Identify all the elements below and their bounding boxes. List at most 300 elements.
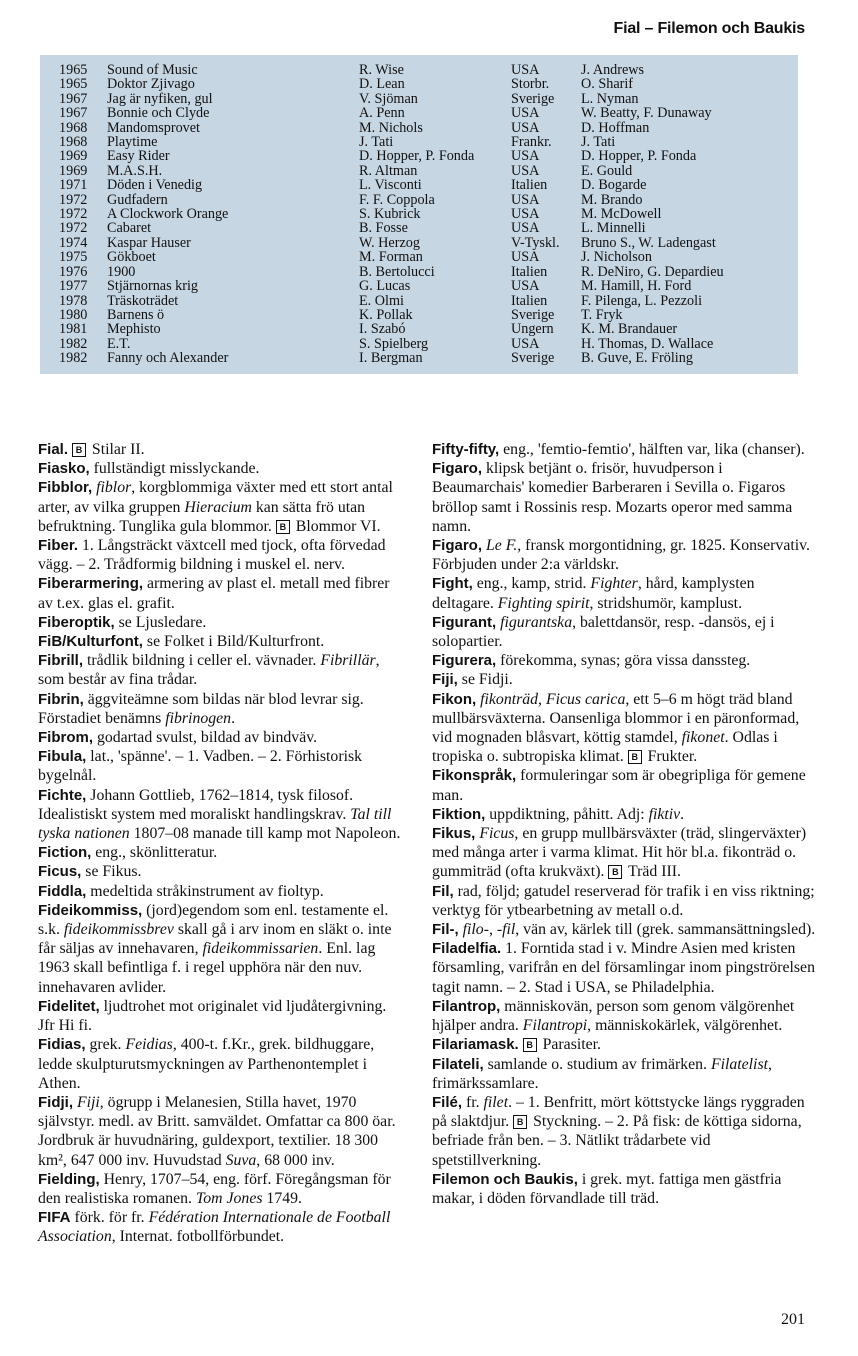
table-cell-director: D. Lean — [359, 76, 405, 93]
italic-text: fideikommissbrev — [63, 921, 174, 939]
headword: Figurera, — [432, 652, 497, 670]
dictionary-entry — [432, 1035, 818, 1054]
headword: FIFA — [38, 1209, 71, 1227]
dictionary-entry — [38, 747, 406, 785]
entry-text: 1807–08 manade till kamp mot Napoleon. — [129, 825, 401, 843]
table-cell-country: USA — [511, 105, 540, 122]
headword: Fiktion, — [432, 805, 486, 823]
table-cell-title: Sound of Music — [107, 62, 198, 78]
table-cell-country: Frankr. — [511, 134, 552, 151]
headword: Fiction, — [38, 844, 92, 862]
table-cell-title: Playtime — [107, 134, 158, 151]
dictionary-entry — [38, 1093, 406, 1170]
table-cell-director: E. Olmi — [359, 292, 404, 309]
table-cell-actors: J. Nicholson — [581, 249, 652, 266]
headword: Fibrin, — [38, 690, 84, 708]
entry-text: eng., 'femtio-femtio', hälften var, lika (chanser). — [499, 441, 805, 458]
table-cell-country: Storbr. — [511, 76, 550, 93]
entry-text: rad, följd; gatudel reserverad för trafik i en viss riktning; verktyg för ytbearbetning av metall o.d. — [432, 882, 815, 919]
italic-text: Suva — [225, 1151, 257, 1169]
picture-reference-icon: B — [523, 1038, 537, 1052]
headword: Fibula, — [38, 748, 87, 766]
headword: Fichte, — [38, 786, 87, 804]
table-cell-year: 1971 — [59, 177, 88, 194]
headword: Filateli, — [432, 1055, 484, 1073]
headword: Fifty-fifty, — [432, 441, 500, 458]
italic-text: Fiji — [76, 1093, 100, 1111]
table-cell-actors: L. Nyman — [581, 90, 639, 107]
table-row — [59, 193, 724, 207]
entry-text: , hård, kamplysten deltagare. — [432, 575, 755, 612]
headword: Fight, — [432, 575, 473, 593]
entry-text: Styckning. – 2. På fisk: de köttiga sidorna, befriade från ben. – 3. Nätlikt trådarbete vid spetstillverkning. — [432, 1113, 802, 1169]
table-cell-country: V-Tyskl. — [511, 234, 560, 251]
table-cell-director: B. Bertolucci — [359, 263, 435, 280]
dictionary-entry — [38, 786, 406, 844]
italic-text: Tal till tyska nationen — [38, 805, 392, 843]
italic-text: Feidias — [125, 1036, 173, 1054]
italic-text: Tom Jones — [195, 1189, 263, 1207]
entry-text: , Internat. fotbollförbundet. — [111, 1228, 285, 1246]
dictionary-entry — [432, 651, 818, 670]
entry-text: se Folket i Bild/Kulturfront. — [142, 633, 325, 651]
entry-text: människovän, person som genom välgörenhet hjälper andra. — [432, 997, 795, 1035]
table-row — [59, 221, 724, 235]
entry-text: , 400-t. f.Kr., grek. bildhuggare, ledde skulpturutsmyckningen av Parthenontemplet i Athen. — [38, 1036, 375, 1092]
dictionary-entry — [38, 651, 406, 689]
table-cell-actors: M. McDowell — [581, 206, 662, 223]
table-cell-director: A. Penn — [359, 105, 405, 122]
table-cell-year: 1978 — [59, 292, 88, 309]
entry-text: förk. för fr. — [70, 1209, 149, 1227]
table-cell-director: R. Altman — [359, 162, 418, 179]
dictionary-entry — [432, 459, 818, 536]
table-cell-year: 1977 — [59, 278, 88, 295]
entry-text: förekomma, synas; göra vissa danssteg. — [496, 652, 751, 670]
table-cell-title: Bonnie och Clyde — [107, 105, 210, 122]
italic-text: fiblor — [96, 479, 132, 497]
table-cell-country: Italien — [511, 292, 548, 309]
entry-text: skall gå i arv inom en släkt o. inte får säljas av innehavaren, — [38, 921, 392, 958]
table-row — [59, 337, 724, 351]
table-cell-year: 1968 — [59, 134, 88, 151]
table-row — [59, 92, 724, 106]
entry-text: , frimärkssamlare. — [432, 1055, 772, 1092]
dictionary-entry — [432, 766, 818, 804]
table-cell-title: Mandomsprovet — [107, 119, 200, 136]
table-cell-country: Sverige — [511, 350, 555, 367]
table-cell-country: USA — [511, 220, 540, 237]
table-cell-actors: E. Gould — [581, 162, 633, 179]
table-cell-country: Italien — [511, 263, 548, 280]
table-cell-title: A Clockwork Orange — [107, 206, 229, 223]
italic-text: fiktiv — [648, 805, 681, 823]
entry-text: kan sätta frö utan befruktning. Tunglika gula blommor. — [38, 498, 366, 535]
table-row — [59, 77, 724, 91]
table-cell-actors: R. DeNiro, G. Depardieu — [581, 263, 724, 280]
entry-text: . — [680, 805, 685, 823]
headword: Fidelitet, — [38, 997, 100, 1015]
headword: Fiasko, — [38, 460, 90, 478]
italic-text: Hieracium — [184, 498, 252, 516]
entry-text: 1. Långsträckt växtcell med tjock, ofta förvedad vägg. – 2. Trådformig bildning i muskel el. nerv. — [38, 537, 386, 574]
table-cell-actors: T. Fryk — [581, 306, 623, 323]
entry-text: . – 1. Benfritt, mört köttstycke längs ryggraden på slaktdjur. — [432, 1093, 805, 1131]
picture-reference-icon: B — [608, 865, 622, 879]
headword: Fiberarmering, — [38, 575, 144, 593]
italic-text: fibrinogen — [165, 709, 232, 727]
italic-text: Fédération Internationale de Football Association — [38, 1209, 391, 1246]
table-cell-country: Italien — [511, 177, 548, 194]
italic-text: Ficus — [479, 825, 515, 843]
headword: FiB/Kulturfont, — [38, 633, 143, 651]
headword: Fibrill, — [38, 652, 83, 670]
table-cell-year: 1968 — [59, 119, 88, 136]
table-cell-director: F. F. Coppola — [359, 191, 435, 208]
headword: Fidias, — [38, 1036, 86, 1054]
entry-text: lat., 'spänne'. – 1. Vadben. – 2. Förhistorisk bygelnål. — [38, 748, 363, 785]
table-row — [59, 164, 724, 178]
table-cell-director: R. Wise — [359, 62, 404, 78]
italic-text: Fighting spirit — [497, 594, 590, 612]
entry-text: godartad svulst, bildad av bindväv. — [93, 729, 318, 747]
dictionary-entry — [432, 536, 818, 574]
table-cell-title: Fanny och Alexander — [107, 350, 229, 367]
headword: Fiber. — [38, 537, 79, 555]
entry-text: , en grupp mullbärsväxter (träd, slingerväxter) med många arter i varma klimat. Hit hör bl.a. fikonträd o. gummiträd (ofta krukväxt). — [432, 825, 807, 881]
entry-text: , korgblommiga växter med ett stort antal arter, av vilka gruppen — [38, 479, 393, 516]
table-cell-year: 1967 — [59, 90, 88, 107]
entry-text: . — [231, 709, 236, 727]
entry-text: grek. — [85, 1036, 126, 1054]
dictionary-entry — [432, 690, 818, 767]
italic-text: fikonet — [681, 729, 725, 747]
italic-text: fideikommissarien — [202, 940, 319, 958]
table-row — [59, 279, 724, 293]
table-cell-actors: O. Sharif — [581, 76, 634, 93]
italic-text: filet — [483, 1093, 509, 1111]
table-cell-year: 1972 — [59, 206, 88, 223]
table-cell-actors: F. Pilenga, L. Pezzoli — [581, 292, 703, 309]
dictionary-entry — [38, 1208, 406, 1246]
dictionary-entry — [432, 939, 818, 997]
headword: Figurant, — [432, 613, 497, 631]
table-cell-director: D. Hopper, P. Fonda — [359, 148, 475, 165]
picture-reference-icon: B — [628, 750, 642, 764]
headword: Ficus, — [38, 863, 82, 881]
entry-text: ljudtrohet mot originalet vid ljudåtergivning. Jfr Hi fi. — [38, 997, 387, 1035]
table-cell-title: Mephisto — [107, 321, 161, 338]
table-cell-country: USA — [511, 249, 540, 266]
table-cell-year: 1967 — [59, 105, 88, 122]
table-cell-title: Cabaret — [107, 220, 152, 237]
table-row — [59, 149, 724, 163]
headword: Fikon, — [432, 690, 477, 708]
entry-text: eng., skönlitteratur. — [91, 844, 218, 862]
table-cell-director: S. Kubrick — [359, 206, 421, 223]
entry-text: , ögrupp i Melanesien, Stilla havet, 1970 självstyr. medl. av Britt. samväldet. Omfattar ca 800 öar. Jordbruk är huvudnäring, guldexport, textilier. 18 300 km², 647 000 inv. Huvudstad — [38, 1093, 396, 1169]
dictionary-entry — [38, 997, 406, 1035]
table-row — [59, 294, 724, 308]
headword: Fidji, — [38, 1093, 73, 1111]
headword: Fiji, — [432, 671, 458, 689]
table-cell-title: 1900 — [107, 263, 136, 280]
dictionary-entry — [432, 613, 818, 651]
entry-text: 1. Forntida stad i v. Mindre Asien med kristen församling, varifrån en del församlingar inom pingströrelsen tagit namn. – 2. Stad i USA, se Philadelphia. — [432, 940, 815, 996]
table-cell-title: Träskoträdet — [107, 292, 179, 309]
dictionary-entry — [432, 997, 818, 1035]
table-cell-year: 1965 — [59, 76, 88, 93]
dictionary-entry — [38, 882, 406, 901]
headword: Filé, — [432, 1093, 463, 1111]
entry-text: , balettdansör, resp. -dansös, ej i solopartier. — [432, 613, 775, 651]
entry-text: eng., kamp, strid. — [472, 575, 591, 593]
dictionary-entry — [432, 1170, 818, 1208]
film-table-body — [59, 63, 724, 366]
table-cell-year: 1976 — [59, 263, 88, 280]
table-cell-country: USA — [511, 62, 540, 78]
headword: Fibrom, — [38, 729, 93, 747]
headword: Filariamask. — [432, 1036, 519, 1054]
table-cell-actors: D. Bogarde — [581, 177, 647, 194]
table-row — [59, 178, 724, 192]
entry-text: . Odlas i tropiska o. subtropiska klimat. — [432, 729, 778, 766]
entry-text: se Fikus. — [81, 863, 142, 881]
headword: Fikonspråk, — [432, 767, 517, 785]
table-cell-actors: W. Beatty, F. Dunaway — [581, 105, 712, 122]
headword: Figaro, — [432, 460, 483, 478]
table-cell-director: K. Pollak — [359, 306, 413, 323]
italic-text: fikonträd, Ficus carica — [480, 690, 626, 708]
table-row — [59, 121, 724, 135]
table-cell-actors: M. Hamill, H. Ford — [581, 278, 692, 295]
entry-text: fr. — [462, 1093, 484, 1111]
table-cell-actors: H. Thomas, D. Wallace — [581, 335, 714, 352]
entry-text: (jord)egendom som enl. testamente el. s.k. — [38, 901, 389, 939]
dictionary-entry — [38, 1035, 406, 1093]
entry-text: klipsk betjänt o. frisör, huvudperson i Beaumarchais' komedier Barberaren i Sevilla o. Figaros bröllop samt i Rossinis resp. Mozarts operor med samma namn. — [432, 460, 793, 535]
table-cell-actors: Bruno S., W. Ladengast — [581, 234, 716, 251]
dictionary-entry — [38, 901, 406, 997]
entry-text: Träd III. — [624, 863, 681, 881]
table-cell-title: Doktor Zjivago — [107, 76, 195, 93]
table-row — [59, 236, 724, 250]
headword: Fiberoptik, — [38, 613, 115, 631]
dictionary-entry — [432, 1055, 818, 1093]
table-cell-year: 1980 — [59, 306, 88, 323]
entry-text: Blommor VI. — [291, 517, 381, 535]
table-row — [59, 351, 724, 365]
table-cell-actors: J. Andrews — [581, 62, 645, 78]
table-cell-title: Gudfadern — [107, 191, 168, 208]
entry-text: , stridshumör, kamplust. — [589, 594, 743, 612]
table-cell-country: USA — [511, 119, 540, 136]
italic-text: Le F. — [485, 537, 518, 555]
table-cell-director: M. Nichols — [359, 119, 423, 136]
entry-text: se Fidji. — [457, 671, 513, 689]
table-cell-director: I. Szabó — [359, 321, 406, 338]
table-cell-director: V. Sjöman — [359, 90, 418, 107]
table-cell-country: USA — [511, 162, 540, 179]
headword: Fielding, — [38, 1170, 100, 1188]
table-row — [59, 63, 724, 77]
dictionary-entry — [38, 843, 406, 862]
entry-text: , som består av fina trådar. — [38, 652, 380, 689]
table-cell-country: USA — [511, 148, 540, 165]
headword: Fiddla, — [38, 882, 87, 900]
picture-reference-icon: B — [276, 520, 290, 534]
dictionary-entry — [38, 728, 406, 747]
headword: Figaro, — [432, 537, 483, 555]
table-cell-title: M.A.S.H. — [107, 162, 163, 179]
entry-text: se Ljusledare. — [114, 613, 207, 631]
picture-reference-icon: B — [72, 443, 86, 457]
dictionary-entry — [38, 613, 406, 632]
italic-text: figurantska — [500, 613, 573, 631]
entry-text: , fransk morgontidning, gr. 1825. Konservativ. Förbjuden under 2:a världskr. — [432, 537, 810, 574]
table-cell-country: Sverige — [511, 306, 555, 323]
table-cell-title: E.T. — [107, 335, 131, 352]
entry-text: Stilar II. — [87, 441, 145, 458]
table-cell-year: 1972 — [59, 220, 88, 237]
headword: Filadelfia. — [432, 940, 502, 958]
table-cell-title: Kaspar Hauser — [107, 234, 191, 251]
dictionary-entry — [432, 670, 818, 689]
table-cell-country: USA — [511, 278, 540, 295]
entry-text: , 68 000 inv. — [256, 1151, 335, 1169]
table-cell-title: Döden i Venedig — [107, 177, 203, 194]
film-table — [40, 55, 798, 374]
dictionary-entry — [432, 920, 818, 939]
table-cell-director: G. Lucas — [359, 278, 411, 295]
entry-text: trådlik bildning i celler el. vävnader. — [83, 652, 321, 670]
table-cell-actors: L. Minnelli — [581, 220, 646, 237]
entry-text: i grek. myt. fattiga men gästfria makar, i döden förvandlade till träd. — [432, 1170, 782, 1207]
table-row — [59, 322, 724, 336]
table-cell-actors: J. Tati — [581, 134, 616, 151]
page-number: 201 — [781, 1311, 805, 1328]
entry-text: , vän av, kärlek till (grek. sammansättningsled). — [515, 921, 816, 939]
table-cell-year: 1981 — [59, 321, 88, 338]
italic-text: Fighter — [590, 575, 638, 593]
entry-text: formuleringar som är obegripliga för gemene man. — [432, 767, 806, 804]
dictionary-entry — [38, 632, 406, 651]
dictionary-entry — [38, 440, 406, 459]
dictionary-entry — [38, 862, 406, 881]
italic-text: Fibrillär — [320, 652, 376, 670]
entry-text: äggviteämne som bildas när blod levrar sig. Förstadiet benämns — [38, 690, 364, 727]
table-cell-title: Gökboet — [107, 249, 156, 266]
left-column — [38, 440, 406, 1247]
table-cell-year: 1975 — [59, 249, 88, 266]
dictionary-entry — [38, 1170, 406, 1208]
entry-text: Parasiter. — [538, 1036, 601, 1054]
table-cell-year: 1974 — [59, 234, 88, 251]
table-cell-country: Ungern — [511, 321, 554, 338]
table-cell-year: 1982 — [59, 350, 88, 367]
table-row — [59, 265, 724, 279]
table-cell-year: 1972 — [59, 191, 88, 208]
entry-text: , människokärlek, välgörenhet. — [587, 1017, 783, 1035]
entry-text: samlande o. studium av frimärken. — [483, 1055, 711, 1073]
table-cell-actors: M. Brando — [581, 191, 643, 208]
table-cell-year: 1965 — [59, 62, 88, 78]
table-row — [59, 135, 724, 149]
table-cell-title: Easy Rider — [107, 148, 170, 165]
table-cell-actors: K. M. Brandauer — [581, 321, 678, 338]
table-cell-title: Barnens ö — [107, 306, 165, 323]
dictionary-entry — [38, 690, 406, 728]
entry-text: . Enl. lag 1963 skall befintliga f. i regel upphöra när den nuv. innehavaren avlider. — [38, 940, 376, 996]
table-cell-title: Jag är nyfiken, gul — [107, 90, 213, 107]
dictionary-entry — [38, 574, 406, 612]
picture-reference-icon: B — [513, 1115, 527, 1129]
entry-text: armering av plast el. metall med fibrer av t.ex. glas el. grafit. — [38, 575, 390, 612]
entry-text: Frukter. — [643, 748, 698, 766]
table-cell-year: 1982 — [59, 335, 88, 352]
table-cell-country: Sverige — [511, 90, 555, 107]
table-cell-director: W. Herzog — [359, 234, 420, 251]
running-header: Fial – Filemon och Baukis — [613, 20, 805, 37]
entry-text: fullständigt misslyckande. — [89, 460, 260, 478]
table-cell-actors: D. Hopper, P. Fonda — [581, 148, 697, 165]
dictionary-entry — [432, 805, 818, 824]
table-cell-actors: D. Hoffman — [581, 119, 650, 136]
table-cell-director: B. Fosse — [359, 220, 408, 237]
headword: Fial. — [38, 441, 69, 458]
table-cell-country: USA — [511, 335, 540, 352]
headword: Filemon och Baukis, — [432, 1170, 578, 1188]
table-cell-director: J. Tati — [359, 134, 394, 151]
headword: Fil, — [432, 882, 454, 900]
table-cell-country: USA — [511, 206, 540, 223]
table-cell-title: Stjärnornas krig — [107, 278, 199, 295]
italic-text: Filantropi — [522, 1017, 588, 1035]
dictionary-entry — [38, 478, 406, 536]
headword: Fil-, — [432, 921, 459, 939]
table-cell-director: S. Spielberg — [359, 335, 429, 352]
table-row — [59, 250, 724, 264]
dictionary-entry — [432, 574, 818, 612]
table-cell-director: L. Visconti — [359, 177, 422, 194]
table-row — [59, 207, 724, 221]
entry-text: Henry, 1707–54, eng. förf. Föregångsman för den realistiska romanen. — [38, 1170, 391, 1207]
dictionary-entry — [432, 824, 818, 882]
italic-text: Filatelist — [710, 1055, 768, 1073]
dictionary-entry — [432, 882, 818, 920]
table-row — [59, 106, 724, 120]
table-cell-country: USA — [511, 191, 540, 208]
italic-text: filo-, -fil — [462, 921, 516, 939]
table-cell-director: M. Forman — [359, 249, 423, 266]
table-cell-year: 1969 — [59, 148, 88, 165]
entry-text: , ett 5–6 m högt träd bland mullbärsväxterna. Oansenliga blommor i en päronformad, vid mognaden blåsvart, köttig stamdel, — [432, 690, 800, 747]
table-row — [59, 308, 724, 322]
table-cell-actors: B. Guve, E. Fröling — [581, 350, 693, 367]
right-column — [432, 440, 818, 1208]
headword: Filantrop, — [432, 997, 501, 1015]
entry-text: uppdiktning, påhitt. Adj: — [485, 805, 649, 823]
entry-text: medeltida stråkinstrument av fioltyp. — [86, 882, 324, 900]
entry-text: Johann Gottlieb, 1762–1814, tysk filosof. Idealistiskt system med moraliskt handlingskrav. — [38, 786, 354, 823]
headword: Fibblor, — [38, 479, 93, 497]
table-cell-director: I. Bergman — [359, 350, 423, 367]
table-cell-year: 1969 — [59, 162, 88, 179]
headword: Fikus, — [432, 825, 476, 843]
dictionary-entry — [38, 536, 406, 574]
dictionary-entry — [432, 1093, 818, 1170]
entry-text: 1749. — [262, 1189, 302, 1207]
